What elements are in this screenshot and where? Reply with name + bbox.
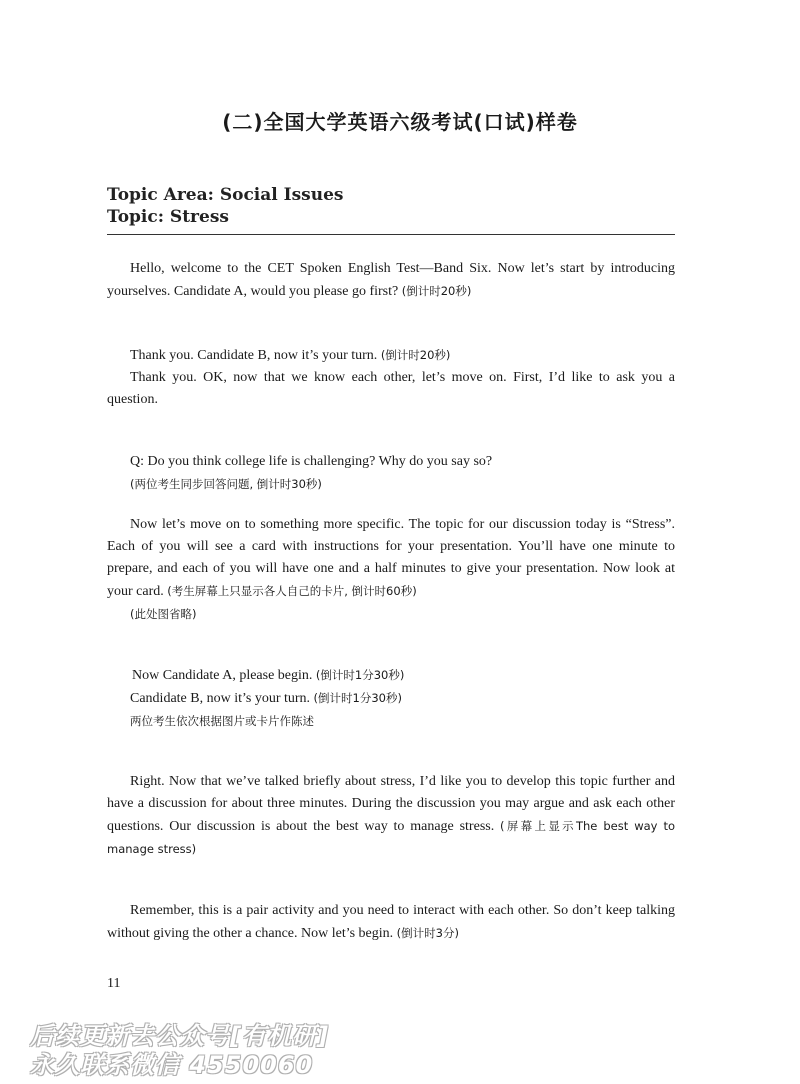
candidate-a-text: Now Candidate A, please begin. bbox=[132, 668, 313, 683]
paragraph-topic-intro bbox=[107, 514, 675, 625]
turn-line bbox=[107, 344, 675, 367]
candidate-a-line bbox=[107, 664, 675, 687]
topic: Topic: Stress bbox=[107, 207, 229, 227]
topic-intro-note: (考生屏幕上只显示各人自己的卡片, 倒计时60秒) bbox=[167, 584, 417, 598]
topic-area: Topic Area: Social Issues bbox=[107, 185, 344, 205]
paragraph-discussion bbox=[107, 771, 675, 861]
image-omitted-note: (此处图省略) bbox=[130, 607, 197, 621]
turn-note: (倒计时20秒) bbox=[380, 348, 451, 362]
page-number: 11 bbox=[107, 976, 121, 991]
presentation-note: 两位考生依次根据图片或卡片作陈述 bbox=[130, 714, 314, 728]
topic-intro-text: Now let’s move on to something more specific. The topic for our discussion today is “Stress”. Each of you will see a card with instructions for your presentation. You’ll have one minute to prepare, and each of you will have one and a half minutes to give your presentation. Now look at your card. bbox=[107, 517, 675, 599]
topic-header bbox=[107, 184, 675, 228]
discussion-note: (屏幕上显示The best way to manage stress) bbox=[107, 819, 675, 856]
turn-text: Thank you. Candidate B, now it’s your turn. bbox=[130, 348, 378, 363]
question-note: (两位考生同步回答问题, 倒计时30秒) bbox=[130, 477, 322, 491]
question-text: Q: Do you think college life is challenging? Why do you say so? bbox=[130, 454, 493, 469]
watermark-line-1: 后续更新去公众号[有机研] bbox=[30, 1022, 329, 1050]
candidate-b-text: Candidate B, now it’s your turn. bbox=[130, 691, 311, 706]
paragraph-presentations bbox=[107, 664, 675, 732]
paragraph-pair-activity bbox=[107, 900, 675, 945]
divider bbox=[107, 234, 675, 235]
candidate-b-note: (倒计时1分30秒) bbox=[313, 691, 402, 705]
paragraph-turns bbox=[107, 344, 675, 411]
watermark-line-2: 永久联系微信 4550060 bbox=[30, 1051, 314, 1079]
pair-activity-note: (倒计时3分) bbox=[396, 926, 459, 940]
welcome-text: Hello, welcome to the CET Spoken English Test—Band Six. Now let’s start by introducing yourselves. Candidate A, would you please go first? bbox=[107, 261, 675, 299]
page-title: (二)全国大学英语六级考试(口试)样卷 bbox=[222, 110, 578, 134]
candidate-a-note: (倒计时1分30秒) bbox=[315, 668, 405, 682]
candidate-b-line bbox=[107, 687, 675, 710]
paragraph-question bbox=[107, 451, 675, 495]
discussion-text: Right. Now that we’ve talked briefly about stress, I’d like you to develop this topic further and have a discussion for about three minutes. During the discussion you may argue and ask each other questions. Our discussion is about the best way to manage stress. bbox=[107, 774, 675, 834]
paragraph-welcome bbox=[107, 258, 675, 303]
watermark bbox=[30, 1022, 329, 1080]
pair-activity-text: Remember, this is a pair activity and you need to interact with each other. So don’t keep talking without giving the other a chance. Now let’s begin. bbox=[107, 903, 675, 941]
move-on-text: Thank you. OK, now that we know each other, let’s move on. First, I’d like to ask you a question. bbox=[107, 370, 675, 407]
welcome-note: (倒计时20秒) bbox=[401, 284, 472, 298]
